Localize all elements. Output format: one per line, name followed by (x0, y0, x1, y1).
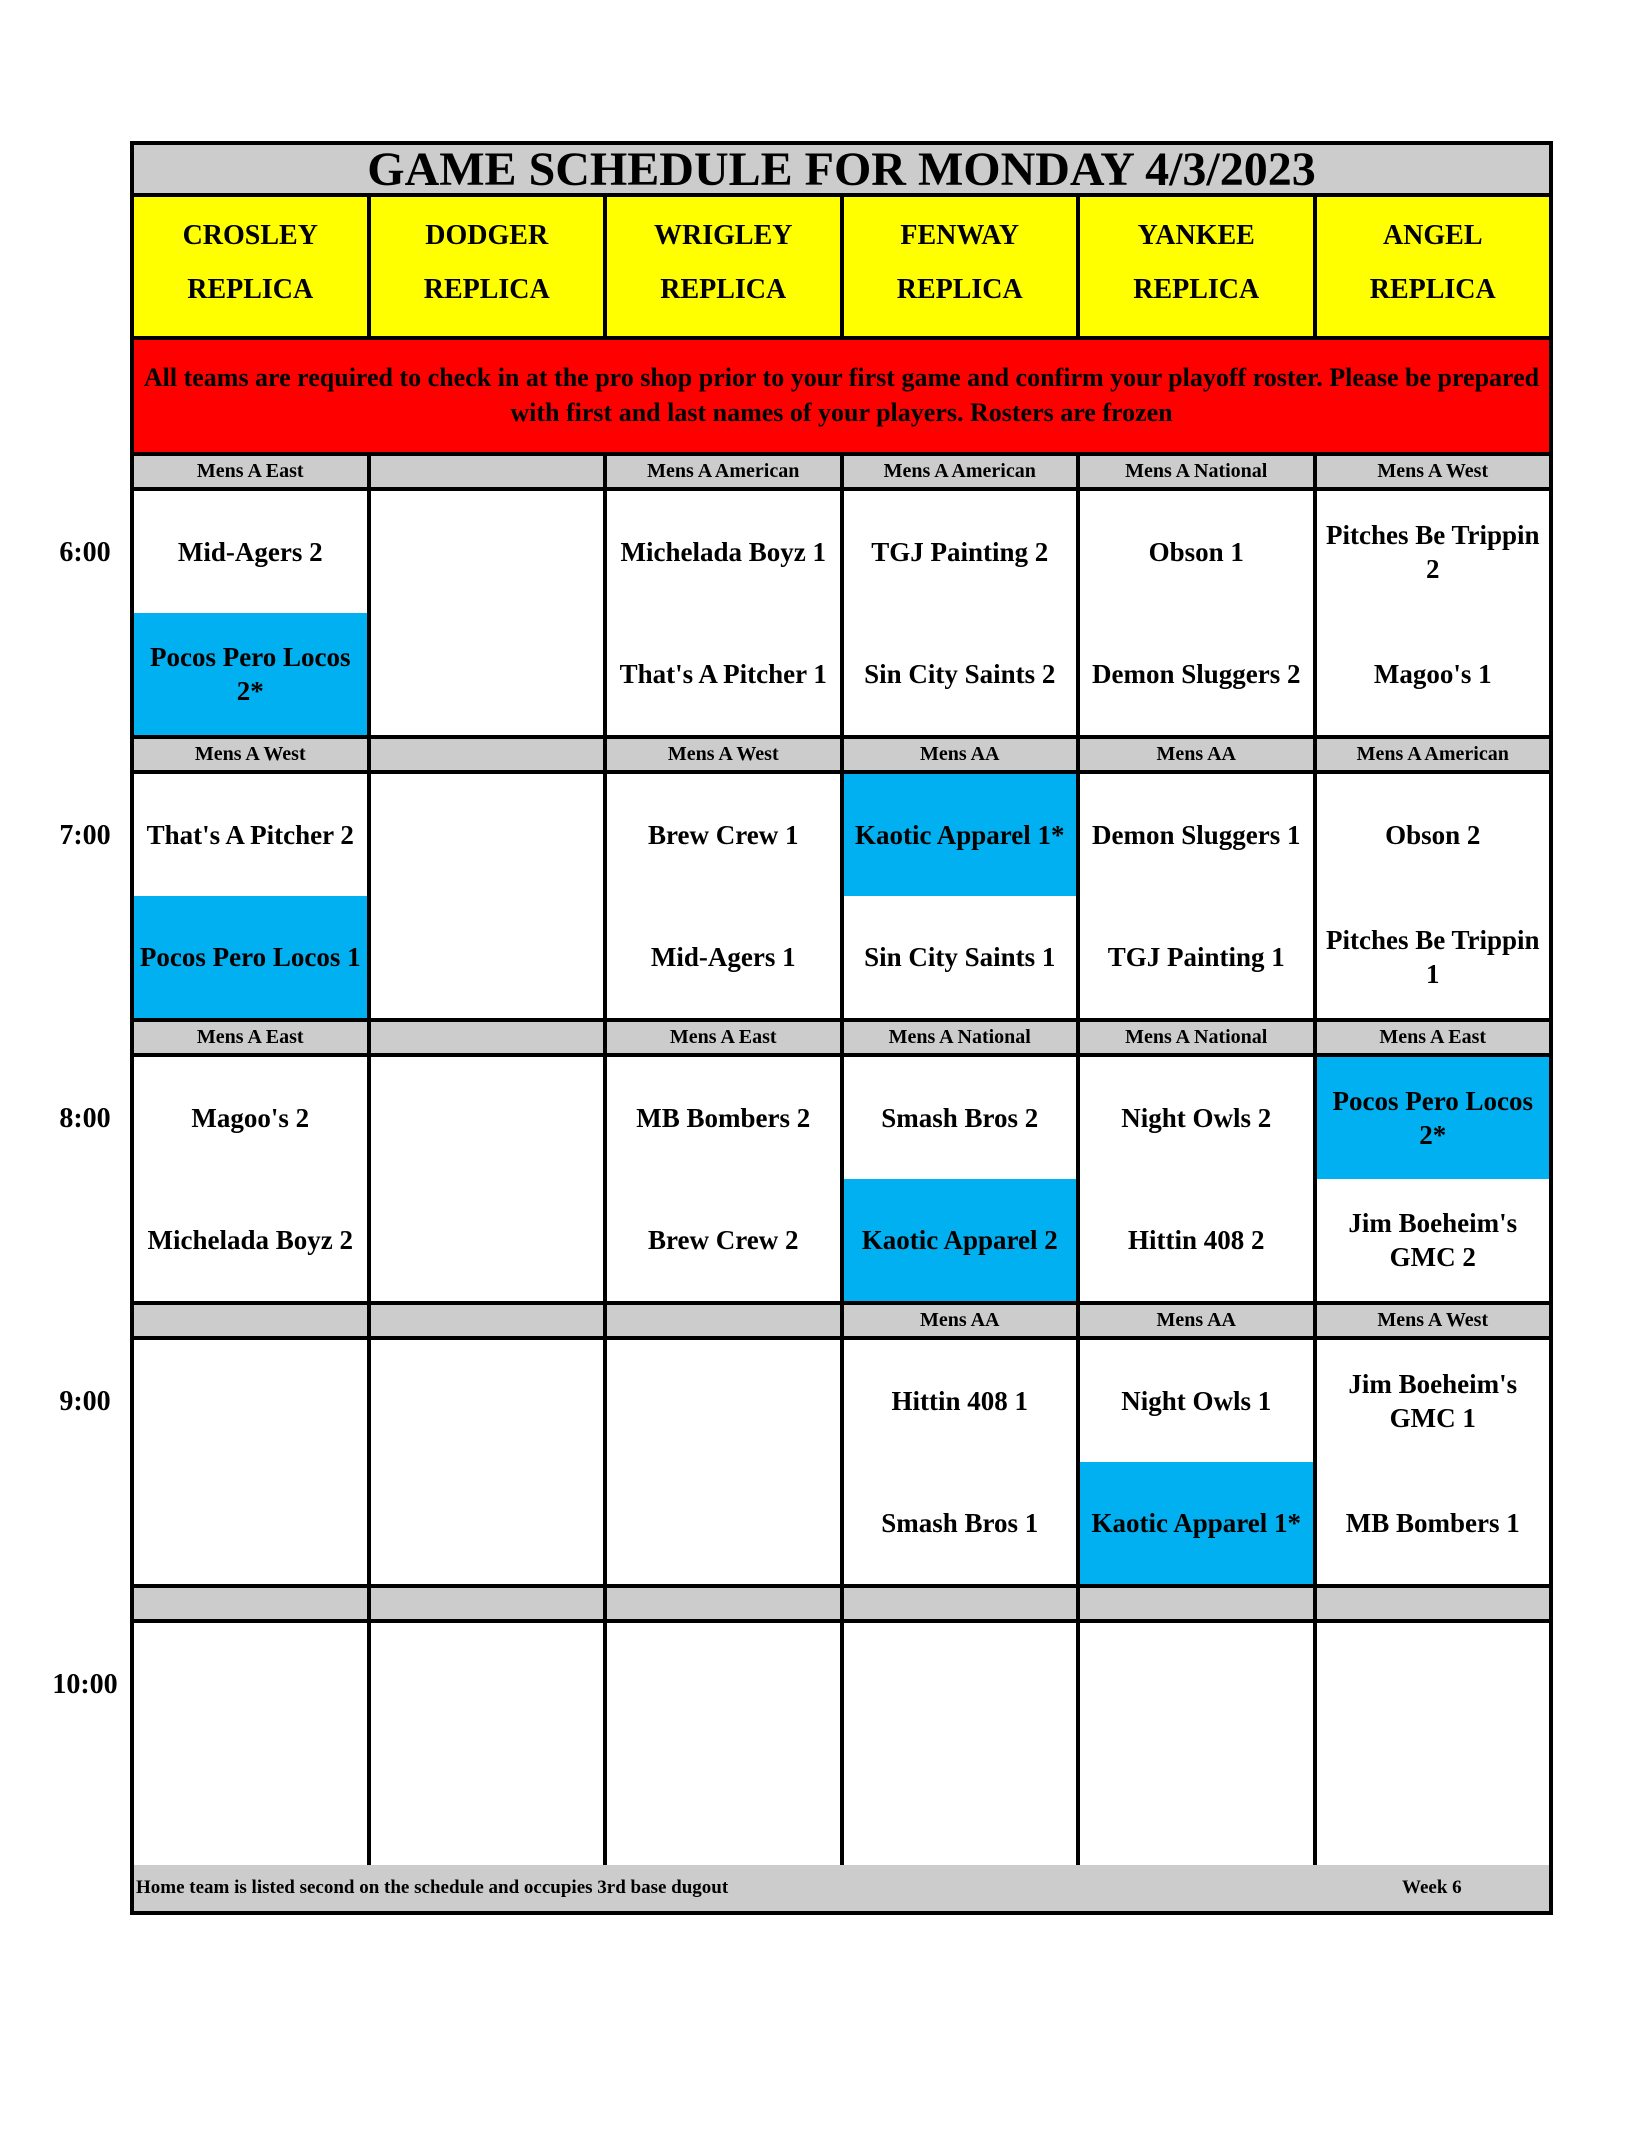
venue-header-row (134, 197, 1549, 340)
game-cell (1317, 491, 1550, 735)
game-cell (371, 1057, 608, 1301)
away-team: MB Bombers 2 (636, 1103, 811, 1133)
game-cell (607, 491, 844, 735)
game-cell (1317, 1623, 1550, 1867)
game-cell (134, 491, 371, 735)
home-team: Kaotic Apparel 2 (844, 1179, 1077, 1301)
division-label: Mens AA (844, 739, 1081, 770)
division-label (607, 1588, 844, 1619)
division-label: Mens A West (1377, 460, 1489, 482)
home-team: Kaotic Apparel 1* (1080, 1462, 1313, 1584)
venue-name: WRIGLEY (654, 220, 793, 251)
home-team: Demon Sluggers 2 (1092, 659, 1301, 689)
schedule-sheet (130, 141, 1553, 1915)
home-team (134, 1462, 367, 1584)
division-label (134, 1305, 371, 1336)
away-team (134, 1623, 367, 1745)
home-team (371, 896, 604, 1018)
game-cell (1317, 774, 1550, 1018)
division-label (371, 1588, 608, 1619)
division-label: Mens A West (1377, 1309, 1489, 1331)
division-label: Mens A West (134, 739, 371, 770)
time-slot (134, 739, 1549, 1022)
division-label (371, 456, 608, 487)
away-team: Night Owls 1 (1121, 1386, 1272, 1416)
away-team (607, 1340, 840, 1462)
away-team (371, 774, 604, 896)
game-cell (134, 774, 371, 1018)
division-label: Mens A West (607, 739, 844, 770)
division-row (134, 1022, 1549, 1057)
venue-angel (1317, 197, 1550, 336)
venue-suffix: REPLICA (187, 274, 314, 305)
division-label: Mens A American (844, 456, 1081, 487)
away-team (371, 1057, 604, 1179)
away-team: Pitches Be Trippin 2 (1325, 520, 1540, 584)
game-cell (1317, 1340, 1550, 1584)
away-team: Pocos Pero Locos 2* (1317, 1057, 1550, 1179)
home-team (607, 1462, 840, 1584)
away-team (844, 1623, 1077, 1745)
away-team: Brew Crew 1 (648, 820, 799, 850)
venue-name: CROSLEY (182, 220, 318, 251)
division-label (134, 1588, 371, 1619)
division-label (371, 1305, 608, 1336)
time-label: 7:00 (59, 820, 111, 851)
games-row (134, 491, 1549, 739)
division-row (134, 1588, 1549, 1623)
venue-name: FENWAY (900, 220, 1020, 251)
game-cell (371, 491, 608, 735)
home-team: Pocos Pero Locos 2* (134, 613, 367, 735)
games-row (134, 1623, 1549, 1871)
division-label: Mens A American (1356, 743, 1509, 765)
division-label (1317, 1588, 1550, 1619)
venue-name: DODGER (425, 220, 549, 251)
time-label: 8:00 (59, 1103, 111, 1134)
time-slot (134, 1022, 1549, 1305)
game-cell (1080, 1340, 1317, 1584)
away-team: Mid-Agers 2 (177, 537, 323, 567)
home-team: Sin City Saints 1 (864, 942, 1056, 972)
footer-bar (134, 1865, 1549, 1911)
home-team: That's A Pitcher 1 (619, 659, 827, 689)
game-cell (844, 774, 1081, 1018)
venue-dodger (371, 197, 608, 336)
division-label: Mens A National (1080, 1022, 1317, 1053)
away-team: Night Owls 2 (1121, 1103, 1272, 1133)
venue-suffix: REPLICA (896, 274, 1023, 305)
away-team: Smash Bros 2 (881, 1103, 1039, 1133)
game-cell (1080, 491, 1317, 735)
division-row (134, 739, 1549, 774)
away-team: Obson 1 (1148, 537, 1244, 567)
home-team (371, 613, 604, 735)
game-cell (1080, 774, 1317, 1018)
week-label: Week 6 (1402, 1877, 1462, 1898)
time-label: 10:00 (52, 1669, 118, 1700)
venue-suffix: REPLICA (660, 274, 787, 305)
home-team (1080, 1745, 1313, 1867)
venue-suffix: REPLICA (423, 274, 550, 305)
division-label: Mens A National (1080, 456, 1317, 487)
time-slot (134, 456, 1549, 739)
home-team (1317, 1745, 1550, 1867)
venue-fenway (844, 197, 1081, 336)
home-team: Pocos Pero Locos 1 (134, 896, 367, 1018)
division-row (134, 456, 1549, 491)
time-slot (134, 1588, 1549, 1871)
page-title: GAME SCHEDULE FOR MONDAY 4/3/2023 (134, 145, 1549, 197)
home-team: Magoo's 1 (1373, 659, 1492, 689)
away-team: Magoo's 2 (191, 1103, 310, 1133)
home-team: TGJ Painting 1 (1107, 942, 1285, 972)
away-team: That's A Pitcher 2 (146, 820, 354, 850)
time-label: 6:00 (59, 537, 111, 568)
notice-banner: All teams are required to check in at the pro shop prior to your first game and confirm your playoff roster. Please be prepared with first and last names of your players. Rosters are frozen (134, 340, 1549, 456)
game-cell (844, 1057, 1081, 1301)
games-row (134, 1340, 1549, 1588)
venue-crosley (134, 197, 371, 336)
away-team (134, 1340, 367, 1462)
home-team: Brew Crew 2 (648, 1225, 799, 1255)
division-label: Mens AA (1080, 739, 1317, 770)
away-team: Kaotic Apparel 1* (844, 774, 1077, 896)
home-team: MB Bombers 1 (1345, 1508, 1520, 1538)
game-cell (371, 774, 608, 1018)
division-label: Mens A East (1379, 1026, 1487, 1048)
game-cell (1080, 1057, 1317, 1301)
game-cell (844, 1340, 1081, 1584)
away-team (1080, 1623, 1313, 1745)
division-label: Mens A East (134, 1022, 371, 1053)
division-label: Mens A American (607, 456, 844, 487)
game-cell (134, 1057, 371, 1301)
venue-name: YANKEE (1137, 220, 1255, 251)
game-cell (844, 1623, 1081, 1867)
games-row (134, 774, 1549, 1022)
game-cell (371, 1340, 608, 1584)
division-label: Mens A National (844, 1022, 1081, 1053)
division-row (134, 1305, 1549, 1340)
division-label (371, 739, 608, 770)
venue-wrigley (607, 197, 844, 336)
games-row (134, 1057, 1549, 1305)
game-cell (1080, 1623, 1317, 1867)
venue-name: ANGEL (1382, 220, 1483, 251)
game-cell (607, 1057, 844, 1301)
game-cell (607, 1340, 844, 1584)
home-team (607, 1745, 840, 1867)
away-team: Demon Sluggers 1 (1092, 820, 1301, 850)
away-team: Hittin 408 1 (891, 1386, 1028, 1416)
home-team: Mid-Agers 1 (650, 942, 796, 972)
home-team: Jim Boeheim's GMC 2 (1348, 1208, 1518, 1272)
division-label (844, 1588, 1081, 1619)
home-team (134, 1745, 367, 1867)
home-team: Michelada Boyz 2 (147, 1225, 353, 1255)
venue-yankee (1080, 197, 1317, 336)
game-cell (134, 1340, 371, 1584)
game-cell (134, 1623, 371, 1867)
division-label: Mens A East (134, 456, 371, 487)
division-label: Mens AA (844, 1305, 1081, 1336)
home-team (371, 1745, 604, 1867)
division-label (607, 1305, 844, 1336)
game-cell (371, 1623, 608, 1867)
away-team: TGJ Painting 2 (871, 537, 1049, 567)
game-cell (607, 1623, 844, 1867)
game-cell (844, 491, 1081, 735)
game-cell (607, 774, 844, 1018)
away-team: Obson 2 (1385, 820, 1481, 850)
away-team: Jim Boeheim's GMC 1 (1348, 1369, 1518, 1433)
division-label: Mens A East (607, 1022, 844, 1053)
venue-suffix: REPLICA (1369, 274, 1496, 305)
venue-suffix: REPLICA (1133, 274, 1260, 305)
away-team (371, 1623, 604, 1745)
home-team: Hittin 408 2 (1127, 1225, 1265, 1255)
home-team: Smash Bros 1 (881, 1508, 1039, 1538)
time-slot (134, 1305, 1549, 1588)
away-team (1317, 1623, 1550, 1745)
division-label: Mens AA (1080, 1305, 1317, 1336)
footer-note: Home team is listed second on the schedule and occupies 3rd base dugout (136, 1877, 729, 1898)
game-cell (1317, 1057, 1550, 1301)
away-team (371, 491, 604, 613)
away-team: Michelada Boyz 1 (620, 537, 826, 567)
home-team (371, 1179, 604, 1301)
home-team (844, 1745, 1077, 1867)
home-team (371, 1462, 604, 1584)
home-team: Pitches Be Trippin 1 (1325, 925, 1540, 989)
division-label (371, 1022, 608, 1053)
division-label (1080, 1588, 1317, 1619)
time-label: 9:00 (59, 1386, 111, 1417)
away-team (607, 1623, 840, 1745)
home-team: Sin City Saints 2 (864, 659, 1056, 689)
away-team (371, 1340, 604, 1462)
